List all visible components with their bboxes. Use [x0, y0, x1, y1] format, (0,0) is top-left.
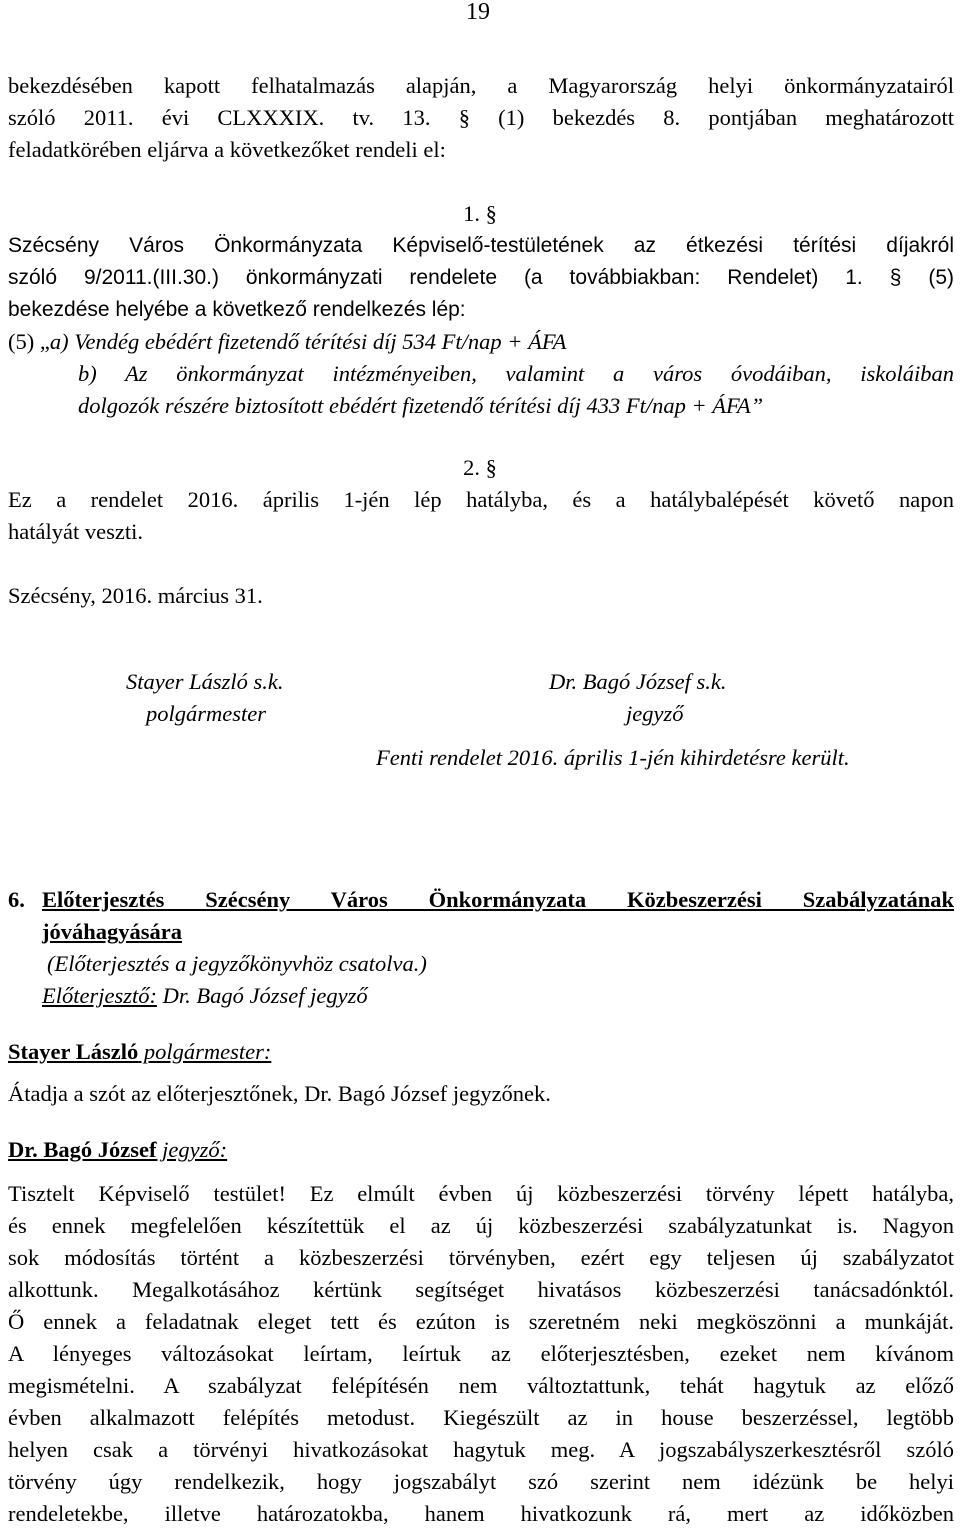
mayor-signature-title: polgármester: [146, 701, 266, 726]
speech-line: és ennek megfelelően készítettük el az új közbeszerzési szabályzatunkat is. Nagyon: [8, 1213, 954, 1238]
presenter-value: Dr. Bagó József jegyző: [156, 983, 368, 1008]
speech-line: évben alkalmazott felépítés metodust. Kiegészült az in house beszerzéssel, legtöbb: [8, 1405, 954, 1430]
speech-line: A lényeges változásokat leírtam, leírtuk az előterjesztésben, ezeket nem kívánom: [8, 1341, 954, 1366]
speech-line: helyen csak a törvényi hivatkozásokat hagytuk meg. A jogszabályszerkesztésről szóló: [8, 1437, 954, 1462]
notary-signature-title: jegyző: [626, 701, 684, 726]
intro-line-3: feladatkörében eljárva a következőket rendeli el:: [8, 137, 446, 162]
speech-line: törvény úgy rendelkezik, hogy jogszabályt szó szerint nem idézünk be helyi: [8, 1469, 954, 1494]
amendment-point-b-line-1: b) Az önkormányzat intézményeiben, valamint a város óvodáiban, iskoláiban: [78, 361, 954, 386]
speaker-1-heading: [8, 1036, 271, 1068]
speaker-2-name: Dr. Bagó József: [8, 1137, 157, 1162]
mayor-signature-name: Stayer László s.k.: [126, 669, 284, 694]
speech-line: alkottunk. Megalkotásához kértünk segítséget hivatásos közbeszerzési tanácsadónktól.: [8, 1277, 954, 1302]
speech-line: megismételni. A szabályzat felépítésén nem változtattunk, tehát hagytuk az előző: [8, 1373, 954, 1398]
speaker-1-name: Stayer László: [8, 1039, 139, 1064]
agenda-item-title-line-2: jóváhagyására: [42, 919, 182, 944]
notary-signature-name: Dr. Bagó József s.k.: [549, 669, 727, 694]
promulgation-note: Fenti rendelet 2016. április 1-jén kihirdetésre került.: [376, 745, 850, 770]
speaker-2-heading: [8, 1134, 227, 1166]
speech-line: Tisztelt Képviselő testület! Ez elmúlt évben új közbeszerzési törvény lépett hatályba,: [8, 1181, 954, 1206]
section-1-heading: 1. §: [463, 201, 497, 226]
speech-line: rendeletekbe, illetve határozatokba, hanem hivatkozunk rá, mert az időközben: [8, 1501, 954, 1526]
section-2-line-1: Ez a rendelet 2016. április 1-jén lép hatályba, és a hatálybalépését követő napon: [8, 487, 954, 512]
section-1-line-1: Szécsény Város Önkormányzata Képviselő-testületének az étkezési térítési díjakról: [8, 234, 954, 257]
amendment-point-a: a) Vendég ebédért fizetendő térítési díj 534 Ft/nap + ÁFA: [49, 329, 567, 354]
amendment-point-b-line-2: dolgozók részére biztosított ebédért fizetendő térítési díj 433 Ft/nap + ÁFA”: [78, 393, 764, 418]
section-2-line-2: hatályát veszti.: [8, 519, 143, 544]
section-1-line-2: szóló 9/2011.(III.30.) önkormányzati rendelete (a továbbiakban: Rendelet) 1. § (5): [8, 266, 954, 289]
page-number: 19: [466, 0, 490, 25]
place-date: Szécsény, 2016. március 31.: [8, 583, 263, 608]
amendment-prefix: (5) „: [8, 329, 50, 354]
speaker-2-role: jegyző:: [156, 1137, 228, 1162]
presenter-line: [42, 980, 368, 1012]
presenter-label: Előterjesztő:: [42, 983, 157, 1008]
intro-line-2: szóló 2011. évi CLXXXIX. tv. 13. § (1) bekezdés 8. pontjában meghatározott: [8, 105, 954, 130]
section-1-line-3: bekezdése helyébe a következő rendelkezés lép:: [8, 298, 466, 321]
speech-line: Ő ennek a feladatnak eleget tett és ezúton is szeretném neki megköszönni a munkáját.: [8, 1309, 954, 1334]
agenda-item-number: 6.: [8, 887, 25, 912]
attachment-note: (Előterjesztés a jegyzőkönyvhöz csatolva.): [47, 951, 427, 976]
amendment-line-a: [8, 326, 566, 358]
speech-line: sok módosítás történt a közbeszerzési törvényben, ezért egy teljesen új szabályzatot: [8, 1245, 954, 1270]
intro-line-1: bekezdésében kapott felhatalmazás alapján, a Magyarország helyi önkormányzatairól: [8, 73, 954, 98]
speaker-1-role: polgármester:: [138, 1039, 272, 1064]
agenda-item-title-line-1: Előterjesztés Szécsény Város Önkormányzata Közbeszerzési Szabályzatának: [42, 887, 954, 912]
section-2-heading: 2. §: [463, 455, 497, 480]
speaker-1-text: Átadja a szót az előterjesztőnek, Dr. Bagó József jegyzőnek.: [8, 1081, 551, 1106]
